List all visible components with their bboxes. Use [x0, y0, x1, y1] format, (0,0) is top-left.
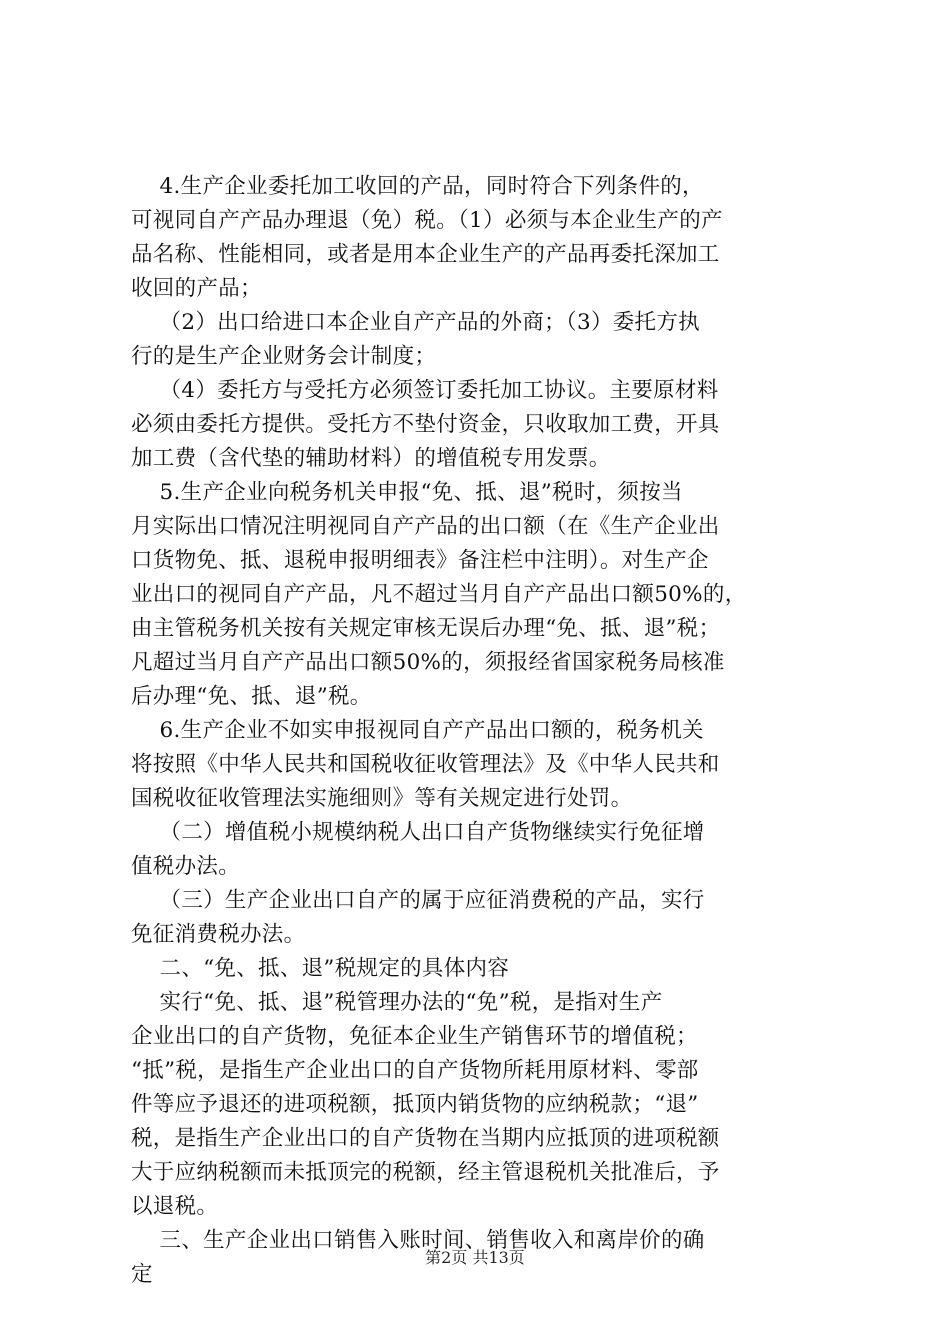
text-line: 凡超过当月自产产品出口额50%的，须报经省国家税务局核准 [131, 650, 725, 675]
text-line: 业出口的视同自产产品，凡不超过当月自产产品出口额50%的， [131, 582, 747, 607]
text-line: 后办理“免、抵、退”税。 [131, 684, 372, 709]
section-heading: 二、“免、抵、退”税规定的具体内容 [131, 956, 510, 981]
text-line: 国税收征收管理法实施细则》等有关规定进行处罚。 [131, 786, 633, 811]
text-line: 由主管税务机关按有关规定审核无误后办理“免、抵、退”税； [131, 616, 721, 641]
text-line: 行的是生产企业财务会计制度； [131, 344, 437, 369]
text-line: 6.生产企业不如实申报视同自产产品出口额的，税务机关 [131, 718, 704, 743]
text-line: 4.生产企业委托加工收回的产品，同时符合下列条件的， [131, 174, 704, 199]
text-line: 定 [131, 1262, 153, 1287]
text-line: 将按照《中华人民共和国税收征收管理法》及《中华人民共和 [131, 752, 720, 777]
text-line: “抵”税，是指生产企业出口的自产货物所耗用原材料、零部 [131, 1058, 699, 1083]
text-line: 口货物免、抵、退税申报明细表》备注栏中注明）。对生产企 [131, 548, 709, 573]
document-body [131, 170, 831, 1292]
text-line: 5.生产企业向税务机关申报“免、抵、退”税时，须按当 [131, 480, 683, 505]
text-line: 免征消费税办法。 [131, 922, 306, 947]
section-heading: 三、生产企业出口销售入账时间、销售收入和离岸价的确 [131, 1228, 705, 1253]
text-line: （三）生产企业出口自产的属于应征消费税的产品，实行 [131, 888, 705, 913]
text-line: 大于应纳税额而未抵顶完的税额，经主管退税机关批准后，予 [131, 1160, 720, 1185]
text-line: （4）委托方与受托方必须签订委托加工协议。主要原材料 [131, 378, 719, 403]
text-line: （2）出口给进口本企业自产产品的外商；（3）委托方执 [131, 310, 700, 335]
page-number-footer: 第2页 共13页 [425, 1248, 525, 1267]
text-line: （二）增值税小规模纳税人出口自产货物继续实行免征增 [131, 820, 705, 845]
text-line: 加工费（含代垫的辅助材料）的增值税专用发票。 [131, 446, 611, 471]
text-line: 以退税。 [131, 1194, 219, 1219]
text-line: 值税办法。 [131, 854, 241, 879]
text-line: 必须由委托方提供。受托方不垫付资金，只收取加工费，开具 [131, 412, 720, 437]
text-line: 品名称、性能相同，或者是用本企业生产的产品再委托深加工 [131, 242, 720, 267]
text-line: 实行“免、抵、退”税管理办法的“免”税，是指对生产 [131, 990, 663, 1015]
text-line: 件等应予退还的进项税额，抵顶内销货物的应纳税款；“退” [131, 1092, 699, 1117]
text-line: 收回的产品； [131, 276, 262, 301]
text-line: 税，是指生产企业出口的自产货物在当期内应抵顶的进项税额 [131, 1126, 720, 1151]
text-line: 企业出口的自产货物，免征本企业生产销售环节的增值税； [131, 1024, 698, 1049]
text-line: 可视同自产产品办理退（免）税。（1）必须与本企业生产的产 [131, 208, 723, 233]
text-line: 月实际出口情况注明视同自产产品的出口额（在《生产企业出 [131, 514, 720, 539]
